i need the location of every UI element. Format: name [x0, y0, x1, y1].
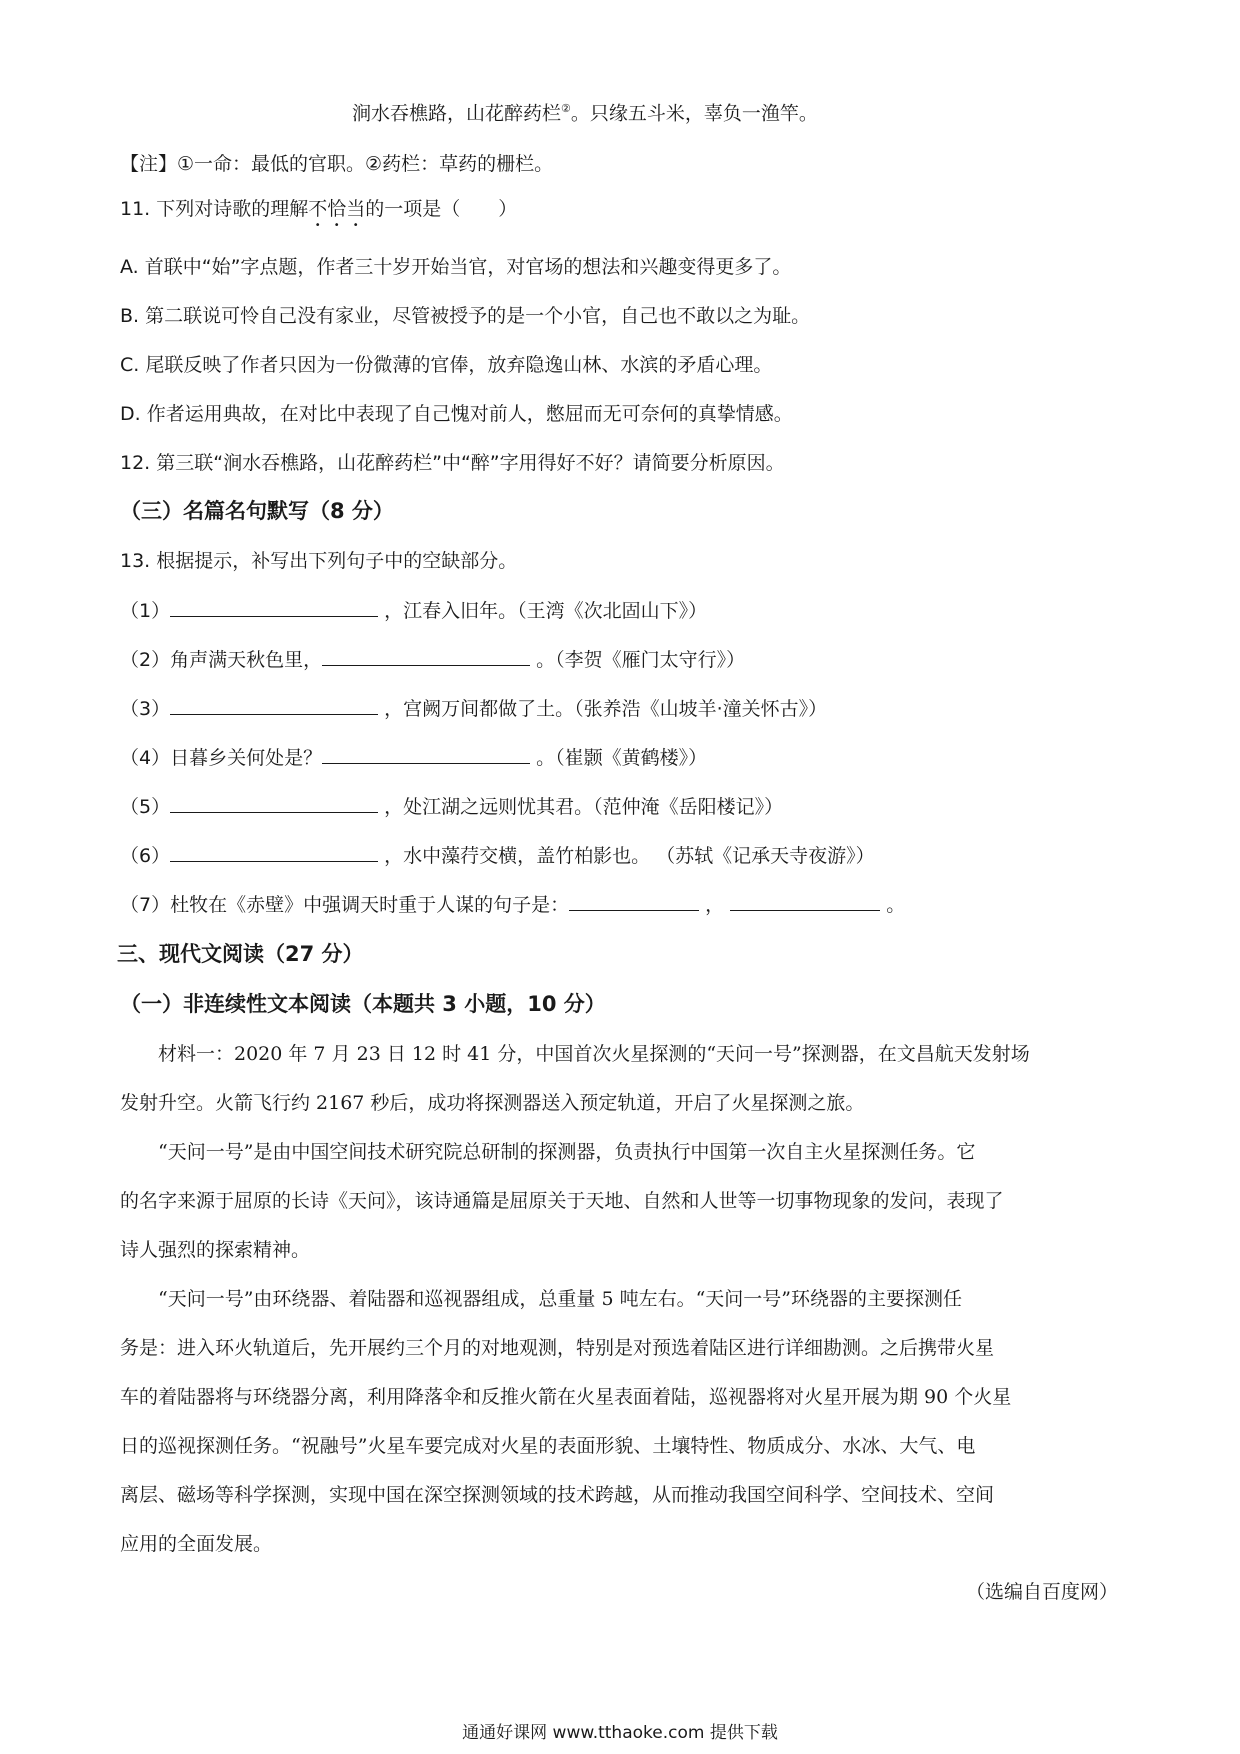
q11-option-d: D. 作者运用典故，在对比中表现了自己愧对前人，憋屈而无可奈何的真挚情感。 [120, 403, 793, 425]
q13-item-1 [120, 597, 707, 625]
answer-blank[interactable] [170, 696, 378, 715]
material-line: 发射升空。火箭飞行约 2167 秒后，成功将探测器送入预定轨道，开启了火星探测之旅。 [120, 1092, 865, 1114]
answer-blank[interactable] [170, 794, 378, 813]
poem-text-rest: 。只缘五斗米，辜负一渔竿。 [570, 102, 818, 125]
source-citation: （选编自百度网） [966, 1581, 1119, 1603]
emphasis-text: 不恰当 [308, 198, 366, 220]
answer-blank[interactable] [569, 892, 699, 911]
item-suffix: ，处江湖之远则忧其君。（范仲淹《岳阳楼记》） [384, 796, 784, 818]
material-line: 车的着陆器将与环绕器分离，利用降落伞和反推火箭在火星表面着陆，巡视器将对火星开展为期 90 个火星 [120, 1386, 1012, 1408]
item-suffix: ，水中藻荇交横，盖竹柏影也。 （苏轼《记承天寺夜游》） [384, 845, 875, 867]
part-heading: 三、现代文阅读（27 分） [117, 942, 364, 966]
material-line: 应用的全面发展。 [120, 1533, 273, 1555]
q11-option-c: C. 尾联反映了作者只因为一份微薄的官俸，放弃隐逸山林、水滨的矛盾心理。 [120, 354, 773, 376]
question-12: 12. 第三联“涧水吞樵路，山花醉药栏”中“醉”字用得好不好？请简要分析原因。 [120, 452, 785, 474]
poem-text: 涧水吞樵路，山花醉药栏 [352, 102, 562, 125]
material-line: 离层、磁场等科学探测，实现中国在深空探测领域的技术跨越，从而推动我国空间科学、空间技术、空间 [120, 1484, 995, 1506]
item-prefix: （3） [120, 698, 171, 720]
material-line: 务是：进入环火轨道后，先开展约三个月的对地观测，特别是对预选着陆区进行详细勘测。之后携带火星 [120, 1337, 995, 1359]
answer-blank[interactable] [170, 843, 378, 862]
q11-stem-part: 的一项是（ ） [365, 198, 518, 220]
item-separator: ， [705, 894, 725, 916]
section-heading: （三）名篇名句默写（8 分） [120, 499, 394, 523]
item-suffix: ，江春入旧年。（王湾《次北固山下》） [384, 600, 708, 622]
item-suffix: ，宫阙万间都做了土。（张养浩《山坡羊·潼关怀古》） [384, 698, 828, 720]
poem-line [352, 95, 818, 127]
question-11-stem [120, 195, 517, 231]
q13-item-4 [120, 744, 707, 772]
answer-blank[interactable] [322, 647, 530, 666]
q11-stem-part: 11. 下列对诗歌的理解 [120, 198, 309, 220]
q13-item-3 [120, 695, 827, 723]
answer-blank[interactable] [322, 745, 530, 764]
q13-item-5 [120, 793, 783, 821]
answer-blank[interactable] [170, 598, 378, 617]
page-footer: 通通好课网 www.tthaoke.com 提供下载 [462, 1723, 778, 1743]
material-line: “天问一号”由环绕器、着陆器和巡视器组成，总重量 5 吨左右。“天问一号”环绕器的主要探测任 [158, 1288, 963, 1310]
q13-item-2 [120, 646, 745, 674]
q13-item-7 [120, 891, 905, 919]
material-line: 的名字来源于屈原的长诗《天问》，该诗通篇是屈原关于天地、自然和人世等一切事物现象的发问，表现了 [120, 1190, 1004, 1212]
material-line: “天问一号”是由中国空间技术研究院总研制的探测器，负责执行中国第一次自主火星探测任务。它 [158, 1141, 976, 1163]
material-line: 材料一：2020 年 7 月 23 日 12 时 41 分，中国首次火星探测的“天问一号”探测器，在文昌航天发射场 [158, 1043, 1030, 1065]
material-line: 日的巡视探测任务。“祝融号”火星车要完成对火星的表面形貌、土壤特性、物质成分、水冰、大气、电 [120, 1435, 976, 1457]
item-suffix: 。 [886, 894, 906, 916]
item-suffix: 。（李贺《雁门太守行》） [536, 649, 746, 671]
item-suffix: 。（崔颢《黄鹤楼》） [536, 747, 708, 769]
poem-note: 【注】①一命：最低的官职。②药栏：草药的栅栏。 [120, 153, 554, 175]
q11-option-a: A. 首联中“始”字点题，作者三十岁开始当官，对官场的想法和兴趣变得更多了。 [120, 256, 792, 278]
section-heading: （一）非连续性文本阅读（本题共 3 小题，10 分） [120, 992, 606, 1016]
item-prefix: （2）角声满天秋色里， [120, 649, 323, 671]
item-prefix: （5） [120, 796, 171, 818]
item-prefix: （1） [120, 600, 171, 622]
item-prefix: （6） [120, 845, 171, 867]
answer-blank[interactable] [730, 892, 880, 911]
material-line: 诗人强烈的探索精神。 [120, 1239, 311, 1261]
question-13-stem: 13. 根据提示，补写出下列句子中的空缺部分。 [120, 550, 518, 572]
footnote-marker: ② [561, 102, 571, 115]
q11-option-b: B. 第二联说可怜自己没有家业，尽管被授予的是一个小官，自己也不敢以之为耻。 [120, 305, 811, 327]
item-prefix: （7）杜牧在《赤壁》中强调天时重于人谋的句子是： [120, 894, 570, 916]
item-prefix: （4）日暮乡关何处是？ [120, 747, 323, 769]
q13-item-6 [120, 842, 875, 870]
